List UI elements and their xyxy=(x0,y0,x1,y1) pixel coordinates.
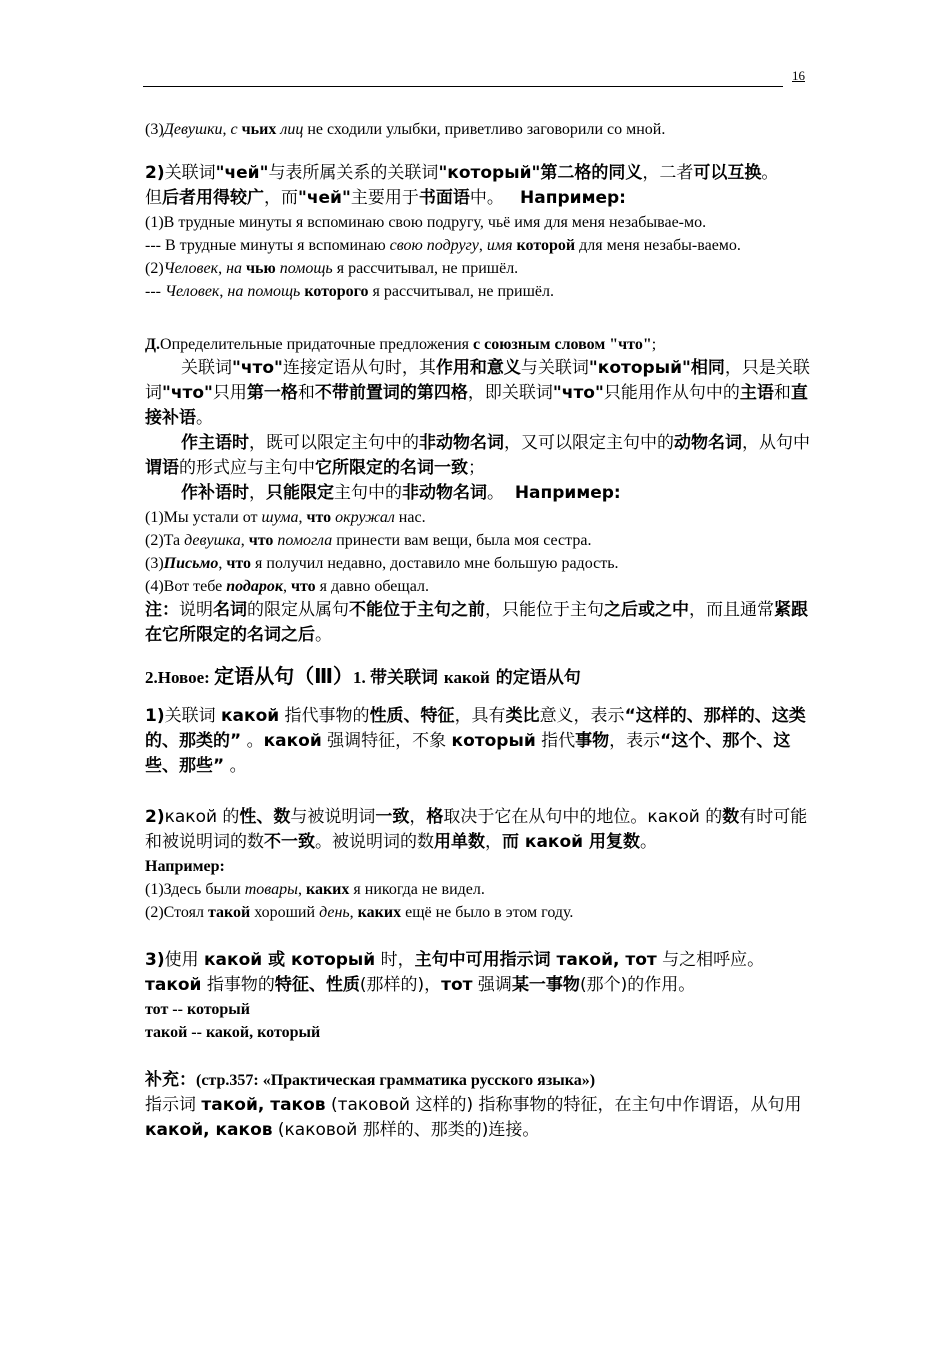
header-rule xyxy=(143,86,783,87)
sec2-example-2b: --- Человек, на помощь которого я рассчитывал, не пришёл. xyxy=(145,283,555,300)
new-rule-3: 3)使用 какой 或 который 时，主句中可用指示词 такой, тот 与之相呼应。 xyxy=(145,950,765,970)
secD-rule-2: 作主语时，既可以限定主句中的非动物名词，又可以限定主句中的动物名词，从句中谓语的形式应与主句中它所限定的名词一致； xyxy=(145,433,810,478)
secD-example-2: (2)Та девушка, что помогла принести вам вещи, была моя сестра. xyxy=(145,532,592,549)
new-rule-3b: такой 指事物的特征、性质(那样的)，тот 强调某一事物(那个)的作用。 xyxy=(145,975,696,995)
secD-rule-1: 关联词"что"连接定语从句时，其作用和意义与关联词"который"相同，只是关联词"что"只用第一格和不带前置词的第四格，即关联词"что"只能用作从句中的主语和直接补语。 xyxy=(145,358,810,428)
secD-example-3: (3)Письмо, что я получил недавно, доставило мне большую радость. xyxy=(145,555,619,572)
secD-example-1: (1)Мы устали от шума, что окружал нас. xyxy=(145,509,426,526)
sec2-example-1b: --- В трудные минуты я вспоминаю свою подругу, имя которой для меня незабы-ваемо. xyxy=(145,237,741,254)
new-example-1: (1)Здесь были товары, каких я никогда не видел. xyxy=(145,881,485,898)
new-example-2: (2)Стоял такой хороший день, каких ещё не было в этом году. xyxy=(145,904,574,921)
page-number: 16 xyxy=(792,68,805,83)
supplement-text: 指示词 такой, таков (таковой 这样的) 指称事物的特征，在主句中作谓语，从句用 какой, каков (каковой 那样的、那类的)连接。 xyxy=(145,1095,802,1140)
new-rule-1: 1)关联词 какой 指代事物的性质、特征，具有类比意义，表示“这样的、那样的、这类的、那类的” 。какой 强调特征，不象 который 指代事物，表示“这个、那个、这些、那些” 。 xyxy=(145,706,806,776)
sec2-rule-1: 2)关联词"чей"与表所属关系的关联词"который"第二格的同义，二者可以互换。 但后者用得较广，而"чей"主要用于书面语中。 Например: xyxy=(145,163,779,208)
new-example-label: Например: xyxy=(145,858,225,875)
pair-takoi-kakoi: такой -- какой, который xyxy=(145,1024,321,1041)
page-content xyxy=(145,118,813,1143)
secD-rule-3: 作补语时，只能限定主句中的非动物名词。 Например: xyxy=(181,483,621,503)
secD-example-4: (4)Вот тебе подарок, что я давно обещал. xyxy=(145,578,429,595)
secD-note: 注：说明名词的限定从属句不能位于主句之前，只能位于主句之后或之中，而且通常紧跟在它所限定的名词之后。 xyxy=(145,600,808,645)
sec2-example-1: (1)В трудные минуты я вспоминаю свою подругу, чьё имя для меня незабывае-мо. xyxy=(145,214,707,231)
pair-tot-kotoryi: тот -- который xyxy=(145,1001,251,1018)
section-new-heading: 2.Новое: 定语从句（Ⅲ）1. 带关联词 какой 的定语从句 xyxy=(145,664,581,688)
new-rule-2: 2)какой 的性、数与被说明词一致，格取决于它在从句中的地位。какой 的数有时可能和被说明词的数不一致。被说明词的数用单数，而 какой 用复数。 xyxy=(145,807,808,852)
secD-title: Д.Определительные придаточные предложения с союзным словом "что"; xyxy=(145,336,657,353)
example-top: (3)Девушки, с чьих лиц не сходили улыбки, приветливо заговорили со мной. xyxy=(145,121,666,138)
supplement-title: 补充：(стр.357: «Практическая грамматика русского языка») xyxy=(145,1070,596,1090)
sec2-example-2: (2)Человек, на чью помощь я рассчитывал, не пришёл. xyxy=(145,260,519,277)
